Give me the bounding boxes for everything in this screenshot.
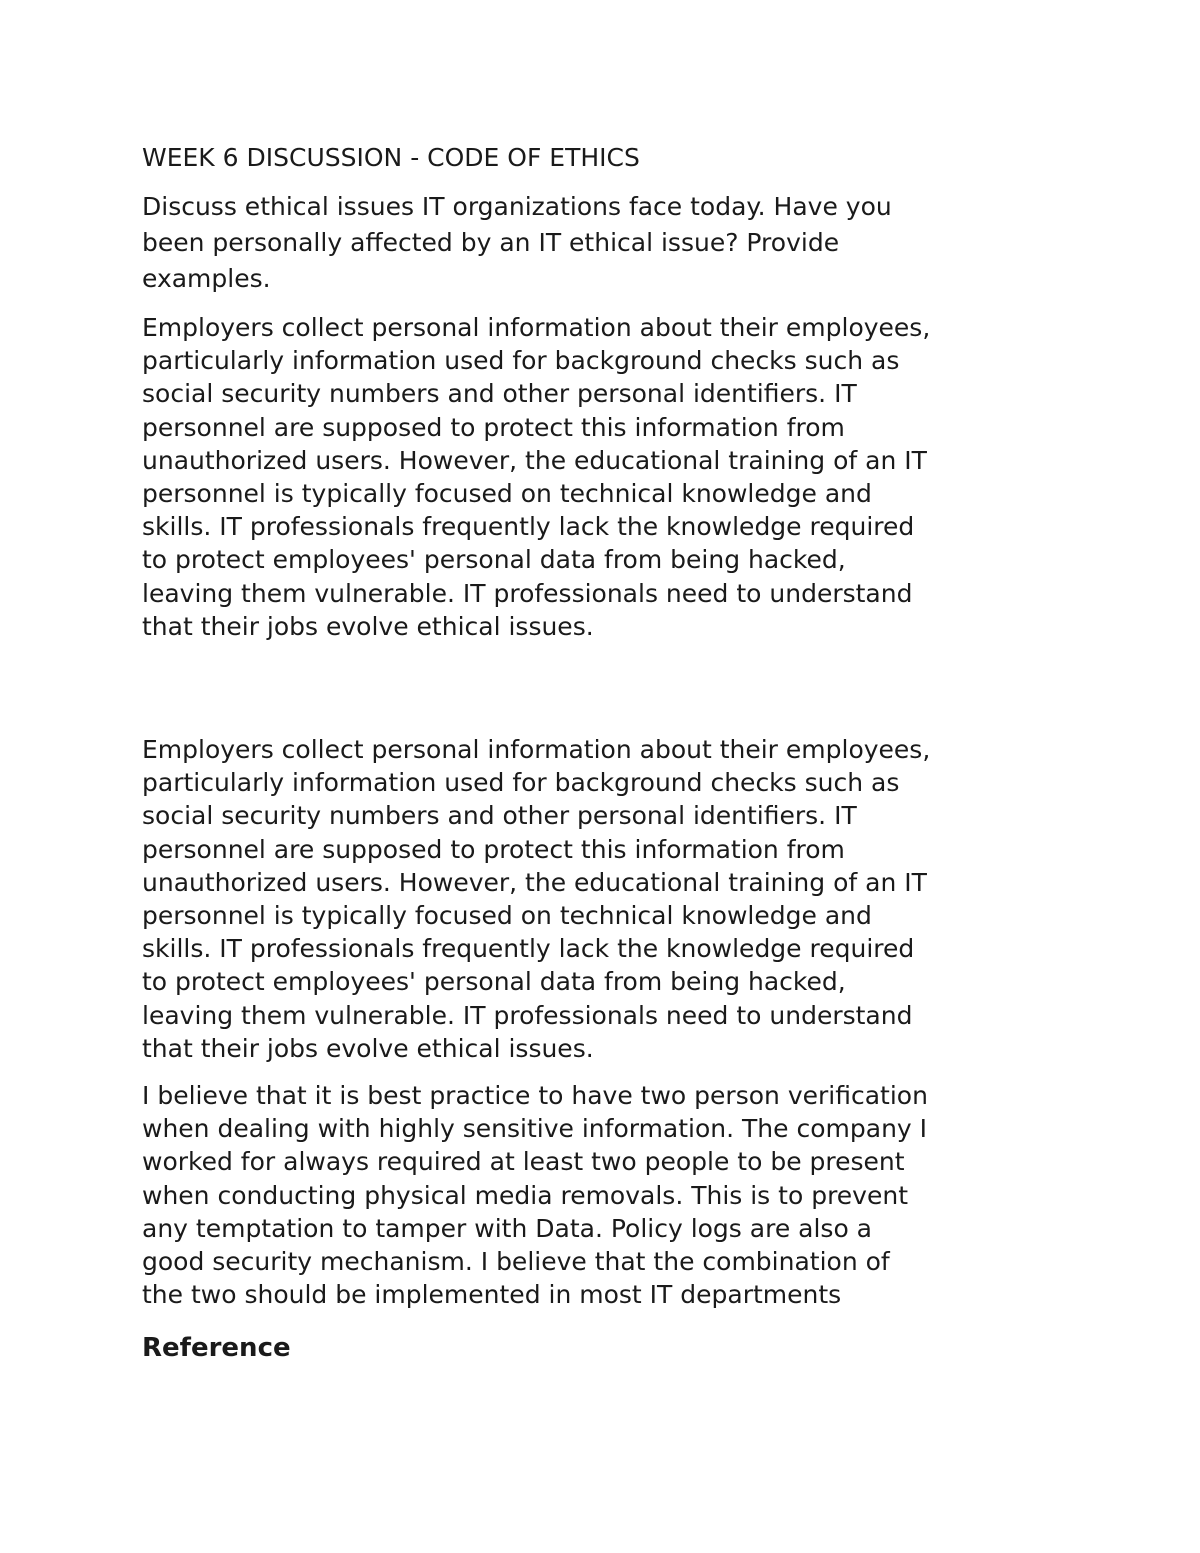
answer-paragraph-3: I believe that it is best practice to have two person verification when dealing with highly sensitive information. The company I worked for always required at least two people to be present when conducting physical media removals. This is to prevent any temptation to tamper with Data. Policy logs are also a good security mechanism. I believe that the combination of the two should be implemented in most IT departments: [142, 1081, 928, 1310]
document-body: [142, 139, 1072, 1367]
answer-paragraph-2: Employers collect personal information about their employees, particularly information used for background checks such as social security numbers and other personal identifiers. IT personnel are supposed to protect this information from unauthorized users. However, the educational training of an IT personnel is typically focused on technical knowledge and skills. IT professionals frequently lack the knowledge required to protect employees' personal data from being hacked, leaving them vulnerable. IT professionals need to understand that their jobs evolve ethical issues.: [142, 735, 931, 1063]
discussion-question: Discuss ethical issues IT organizations face today. Have you been personally affected by an IT ethical issue? Provide examples.: [142, 192, 892, 293]
blank-space: [142, 657, 1072, 733]
answer-paragraph-1: Employers collect personal information about their employees, particularly information used for background checks such as social security numbers and other personal identifiers. IT personnel are supposed to protect this information from unauthorized users. However, the educational training of an IT personnel is typically focused on technical knowledge and skills. IT professionals frequently lack the knowledge required to protect employees' personal data from being hacked, leaving them vulnerable. IT professionals need to understand that their jobs evolve ethical issues.: [142, 313, 931, 641]
reference-heading: Reference: [142, 1333, 291, 1364]
document-title: WEEK 6 DISCUSSION - CODE OF ETHICS: [142, 143, 640, 172]
